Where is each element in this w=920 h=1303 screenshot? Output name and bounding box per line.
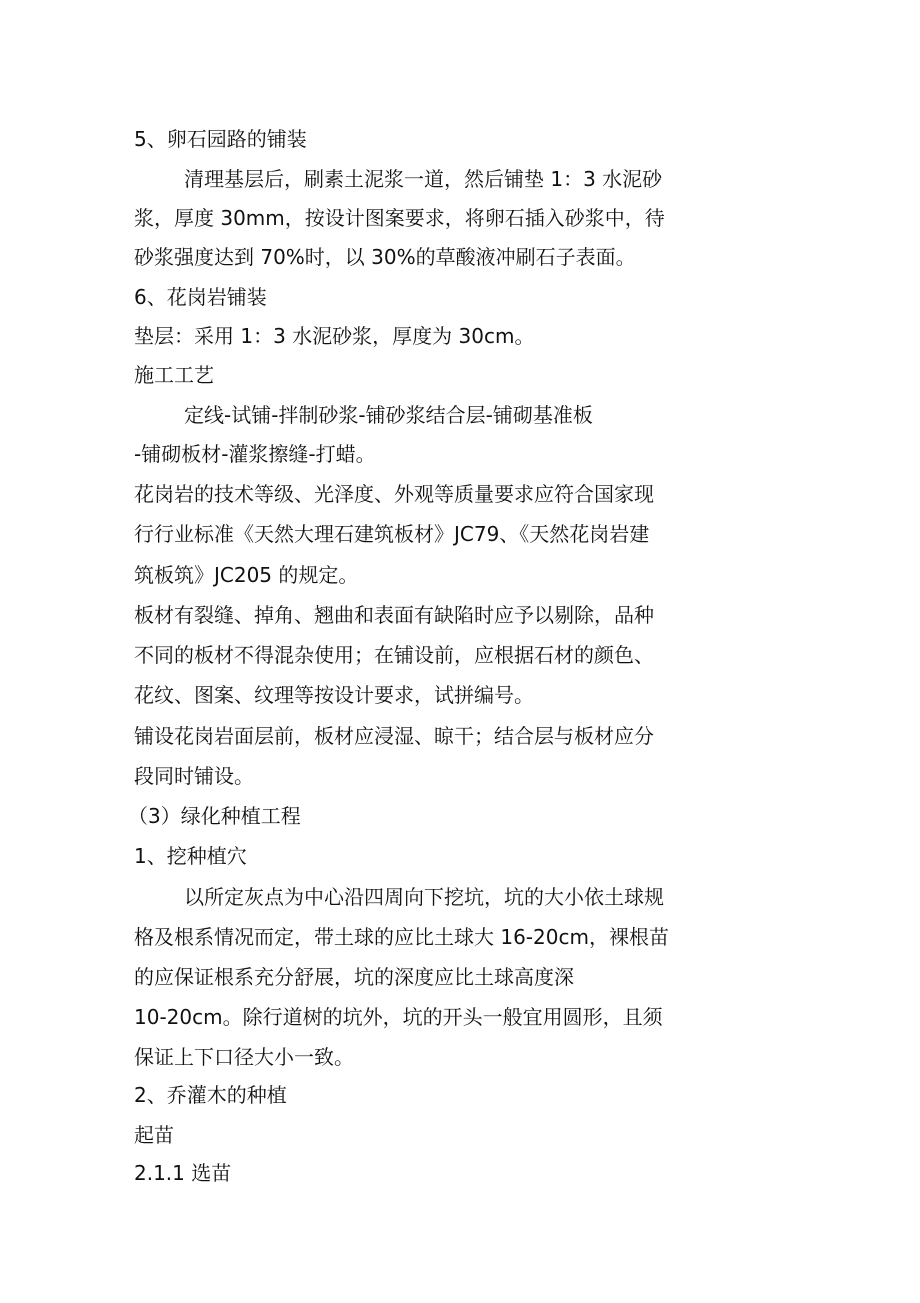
heading-greening-planting: （3）绿化种植工程 — [128, 804, 301, 828]
subheading-construction-process: 施工工艺 — [134, 363, 214, 387]
paragraph-line: 板材有裂缝、掉角、翘曲和表面有缺陷时应予以剔除，品种 — [134, 603, 654, 627]
heading-granite-paving: 6、花岗岩铺装 — [134, 285, 267, 309]
paragraph-line: 铺设花岗岩面层前，板材应浸湿、晾干；结合层与板材应分 — [134, 724, 654, 748]
paragraph-line: 清理基层后，刷素土泥浆一道，然后铺垫 1：3 水泥砂 — [184, 167, 663, 191]
paragraph-line: 花岗岩的技术等级、光泽度、外观等质量要求应符合国家现 — [134, 482, 654, 506]
subheading-select-seedlings: 2.1.1 选苗 — [134, 1161, 232, 1185]
heading-dig-planting-pit: 1、挖种植穴 — [134, 844, 247, 868]
paragraph-line: 砂浆强度达到 70%时，以 30%的草酸液冲刷石子表面。 — [134, 245, 636, 269]
paragraph-line: 垫层：采用 1：3 水泥砂浆，厚度为 30cm。 — [134, 324, 535, 348]
paragraph-line: -铺砌板材-灌浆擦缝-打蜡。 — [134, 442, 376, 466]
paragraph-line: 10-20cm。除行道树的坑外，坑的开头一般宜用圆形，且须 — [134, 1005, 663, 1029]
paragraph-line: 段同时铺设。 — [134, 764, 254, 788]
paragraph-line: 行行业标准《天然大理石建筑板材》JC79、《天然花岗岩建 — [134, 522, 650, 546]
heading-tree-shrub-planting: 2、乔灌木的种植 — [134, 1083, 287, 1107]
paragraph-line: 保证上下口径大小一致。 — [134, 1045, 354, 1069]
subheading-lifting-seedlings: 起苗 — [134, 1123, 174, 1147]
paragraph-line: 浆，厚度 30mm，按设计图案要求，将卵石插入砂浆中，待 — [134, 206, 665, 230]
paragraph-line: 的应保证根系充分舒展，坑的深度应比土球高度深 — [134, 965, 574, 989]
paragraph-line: 花纹、图案、纹理等按设计要求，试拼编号。 — [134, 683, 534, 707]
heading-cobblestone-paving: 5、卵石园路的铺装 — [134, 127, 307, 151]
paragraph-line: 以所定灰点为中心沿四周向下挖坑，坑的大小依土球规 — [184, 885, 664, 909]
paragraph-line: 筑板筑》JC205 的规定。 — [134, 563, 359, 587]
paragraph-line: 格及根系情况而定，带土球的应比土球大 16-20cm，裸根苗 — [134, 925, 669, 949]
paragraph-line: 不同的板材不得混杂使用；在铺设前，应根据石材的颜色、 — [134, 643, 654, 667]
paragraph-line: 定线-试铺-拌制砂浆-铺砂浆结合层-铺砌基准板 — [184, 403, 593, 427]
